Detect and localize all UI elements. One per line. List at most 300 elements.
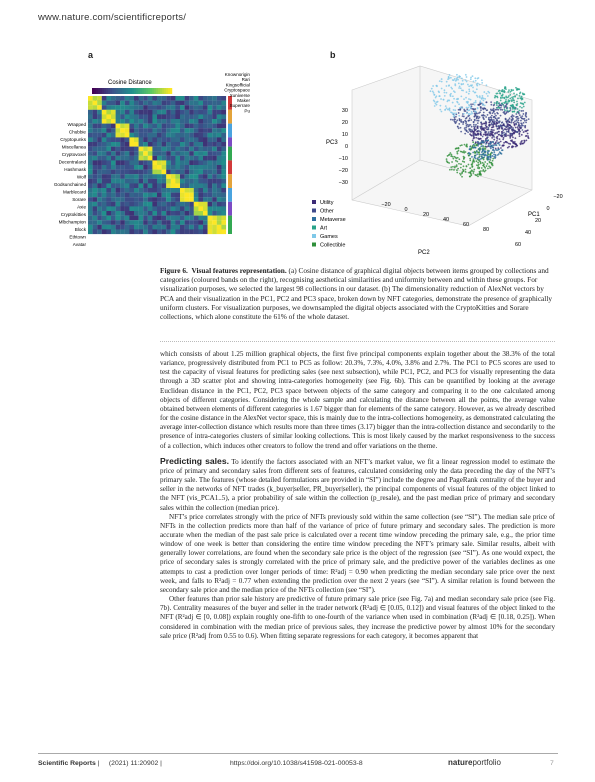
heatmap-cell [185, 156, 190, 161]
scatter-point [485, 134, 487, 136]
scatter-point [509, 117, 511, 119]
scatter-point [494, 116, 496, 118]
heatmap-cell [129, 119, 134, 124]
heatmap-cell [97, 193, 102, 198]
heatmap-cell [208, 211, 213, 216]
heatmap-cell [180, 211, 185, 216]
scatter-point [458, 82, 460, 84]
category-legend [312, 200, 346, 249]
heatmap-cell [162, 170, 167, 175]
heatmap-cell [162, 110, 167, 115]
scatter-point [519, 93, 521, 95]
heatmap-cell [120, 96, 125, 101]
scatter-point [501, 121, 503, 123]
heatmap-cell [189, 105, 194, 110]
scatter-point [519, 126, 521, 128]
heatmap-cell [139, 170, 144, 175]
heatmap-cell [175, 193, 180, 198]
heatmap-cell [208, 183, 213, 188]
heatmap-cell [116, 220, 121, 225]
scatter-point [452, 102, 454, 104]
heatmap-cell [102, 160, 107, 165]
heatmap-cell [194, 119, 199, 124]
scatter-point [518, 124, 520, 126]
heatmap-cell [194, 133, 199, 138]
heatmap-cell [88, 142, 93, 147]
heatmap-cell [88, 156, 93, 161]
heatmap-cell [152, 114, 157, 119]
heatmap-cell [111, 216, 116, 221]
heatmap-cell [148, 124, 153, 129]
heatmap-cell [111, 142, 116, 147]
scatter-point [512, 136, 514, 138]
heatmap-cell [217, 105, 222, 110]
heatmap-cell [143, 179, 148, 184]
scatter-point [441, 81, 443, 83]
row-label: Chubbie [68, 129, 86, 135]
heatmap-cell [139, 101, 144, 106]
scatter-point [485, 116, 487, 118]
heatmap-cell [143, 119, 148, 124]
heatmap-cell [129, 188, 134, 193]
scatter-point [459, 85, 461, 87]
row-label: Miscellanea [61, 144, 86, 150]
scatter-point [446, 107, 448, 109]
heatmap-cell [208, 229, 213, 234]
scatter-point [494, 113, 496, 115]
scatter-point [493, 129, 495, 131]
scatter-point [501, 109, 503, 111]
heatmap-cell [97, 220, 102, 225]
heatmap-cell [139, 225, 144, 230]
legend-swatch [312, 234, 316, 238]
heatmap-cell [208, 206, 213, 211]
scatter-point [505, 133, 507, 135]
heatmap-cell [143, 206, 148, 211]
heatmap-cell [152, 229, 157, 234]
scatter-point [482, 145, 484, 147]
heatmap-cell [208, 220, 213, 225]
heatmap-cell [134, 170, 139, 175]
heatmap-cell [120, 220, 125, 225]
heatmap-cell [157, 220, 162, 225]
scatter-point [446, 92, 448, 94]
scatter-point [480, 174, 482, 176]
heatmap-cell [180, 160, 185, 165]
heatmap-cell [157, 142, 162, 147]
category-band [228, 160, 232, 174]
heatmap-cell [166, 137, 171, 142]
heatmap-cell [221, 229, 226, 234]
heatmap-cell [162, 197, 167, 202]
heatmap-cell [88, 179, 93, 184]
heatmap-cell [175, 197, 180, 202]
heatmap-cell [208, 142, 213, 147]
colorbar-segment [100, 88, 102, 94]
heatmap-cell [208, 156, 213, 161]
scatter-point [507, 103, 509, 105]
heatmap-cell [175, 101, 180, 106]
heatmap-cell [221, 114, 226, 119]
heatmap-cell [198, 160, 203, 165]
heatmap-cell [143, 220, 148, 225]
heatmap-cell [203, 165, 208, 170]
scatter-point [481, 144, 483, 146]
scatter-point [511, 139, 513, 141]
heatmap-cell [111, 105, 116, 110]
heatmap-cell [143, 170, 148, 175]
heatmap-cell [166, 165, 171, 170]
heatmap-cell [139, 147, 144, 152]
heatmap-cell [166, 211, 171, 216]
colorbar-segment [144, 88, 146, 94]
heatmap-cell [203, 160, 208, 165]
scatter-point [496, 140, 498, 142]
legend-label: Metaverse [320, 217, 346, 223]
heatmap-cell [93, 137, 98, 142]
scatter-point [474, 77, 476, 79]
scatter-point [480, 145, 482, 147]
heatmap-cell [143, 193, 148, 198]
scatter-point [504, 86, 506, 88]
scatter-point [474, 127, 476, 129]
scatter-point [496, 138, 498, 140]
heatmap-cell [120, 179, 125, 184]
heatmap-cell [97, 110, 102, 115]
heatmap-cell [129, 211, 134, 216]
heatmap-cell [93, 188, 98, 193]
heatmap-cell [129, 179, 134, 184]
scatter-point [465, 171, 467, 173]
doi-link[interactable]: https://doi.org/10.1038/s41598-021-00053-8 [230, 760, 363, 767]
scatter-point [487, 95, 489, 97]
heatmap-cell [143, 229, 148, 234]
heatmap-cell [189, 114, 194, 119]
heatmap-cell [93, 160, 98, 165]
heatmap-cell [125, 193, 130, 198]
heatmap-cell [189, 119, 194, 124]
heatmap-cell [152, 183, 157, 188]
heatmap-cell [106, 96, 111, 101]
scatter-point [492, 121, 494, 123]
heatmap-cell [116, 110, 121, 115]
heatmap-cell [106, 188, 111, 193]
scatter-point [448, 162, 450, 164]
heatmap-cell [116, 188, 121, 193]
heatmap-cell [116, 124, 121, 129]
scatter-point [483, 159, 485, 161]
scatter-point [457, 79, 459, 81]
heatmap-cell [171, 183, 176, 188]
colorbar-segment [96, 88, 98, 94]
heatmap-cell [97, 197, 102, 202]
heatmap-cell [212, 170, 217, 175]
heatmap-cell [116, 101, 121, 106]
heatmap-cell [166, 202, 171, 207]
heatmap-cell [134, 206, 139, 211]
heatmap-cell [88, 225, 93, 230]
heatmap-cell [116, 183, 121, 188]
scatter-point [500, 109, 502, 111]
scatter-point [475, 102, 477, 104]
heatmap-cell [185, 96, 190, 101]
heatmap-cell [120, 114, 125, 119]
scatter-point [475, 124, 477, 126]
heatmap-cell [116, 114, 121, 119]
scatter-point [503, 105, 505, 107]
heatmap-cell [171, 147, 176, 152]
scatter-point [486, 84, 488, 86]
heatmap-cell [203, 119, 208, 124]
heatmap-cell [102, 133, 107, 138]
scatter-point [475, 174, 477, 176]
scatter-point [509, 97, 511, 99]
heatmap-cell [185, 110, 190, 115]
scatter-point [479, 84, 481, 86]
heatmap-cell [166, 225, 171, 230]
scatter-point [510, 107, 512, 109]
heatmap-cell [97, 114, 102, 119]
heatmap-cell [129, 165, 134, 170]
scatter-point [508, 143, 510, 145]
heatmap-cell [217, 114, 222, 119]
scatter-point [499, 138, 501, 140]
heatmap-cell [134, 105, 139, 110]
scatter-point [452, 158, 454, 160]
heatmap-cell [125, 170, 130, 175]
scatter-point [510, 105, 512, 107]
scatter-point [508, 110, 510, 112]
scatter-point [527, 133, 529, 135]
heatmap-cell [129, 156, 134, 161]
heatmap-cell [157, 124, 162, 129]
heatmap-cell [221, 188, 226, 193]
heatmap-cell [203, 110, 208, 115]
heatmap-cell [139, 110, 144, 115]
scatter-point [519, 135, 521, 137]
scatter-point [451, 161, 453, 163]
heatmap-cell [152, 133, 157, 138]
citation: (2021) 11:20902 [108, 760, 159, 767]
heatmap-cell [102, 114, 107, 119]
heatmap-cell [203, 202, 208, 207]
scatter-point [502, 97, 504, 99]
heatmap-cell [171, 110, 176, 115]
heatmap-cell [93, 151, 98, 156]
heatmap-cell [157, 170, 162, 175]
scatter-point [458, 127, 460, 129]
heatmap-cell [194, 110, 199, 115]
scatter-point [470, 134, 472, 136]
scatter-point [498, 131, 500, 133]
heatmap-cell [208, 133, 213, 138]
scatter-point [484, 105, 486, 107]
heatmap-cell [198, 124, 203, 129]
scatter-point [487, 114, 489, 116]
heatmap-cell [185, 188, 190, 193]
heatmap-cell [189, 151, 194, 156]
heatmap-cell [148, 110, 153, 115]
heatmap-cell [166, 110, 171, 115]
scatter-point [457, 153, 459, 155]
scatter-point [516, 101, 518, 103]
heatmap-cell [217, 137, 222, 142]
heatmap-cell [175, 124, 180, 129]
scatter-point [503, 137, 505, 139]
scatter-point [479, 116, 481, 118]
row-label: Ethtown [69, 234, 86, 240]
scatter-point [505, 99, 507, 101]
scatter-point [472, 146, 474, 148]
heatmap-cell [162, 119, 167, 124]
heatmap-cell [189, 128, 194, 133]
caption-title: Visual features representation. [191, 266, 287, 275]
heatmap-cell [106, 156, 111, 161]
heatmap-cell [88, 105, 93, 110]
heatmap-cell [217, 183, 222, 188]
heatmap-cell [166, 119, 171, 124]
heatmap-cell [116, 225, 121, 230]
row-label: Avatar [72, 242, 86, 247]
scatter-point [473, 81, 475, 83]
heatmap-cell [198, 183, 203, 188]
panel-b-label: b [330, 50, 336, 60]
heatmap-cell [120, 229, 125, 234]
heatmap-cell [152, 119, 157, 124]
heatmap-cell [129, 114, 134, 119]
row-label: Axie [77, 204, 86, 210]
heatmap-cell [148, 193, 153, 198]
heatmap-cell [120, 225, 125, 230]
heatmap-cell [157, 206, 162, 211]
scatter-point [484, 161, 486, 163]
scatter-point [475, 80, 477, 82]
scatter-point [455, 112, 457, 114]
heatmap-cell [97, 165, 102, 170]
heatmap-cell [175, 165, 180, 170]
heatmap-cell [97, 133, 102, 138]
heatmap-cell [106, 110, 111, 115]
scatter-point [472, 141, 474, 143]
heatmap-cell [180, 147, 185, 152]
scatter-point [458, 123, 460, 125]
scatter-point [505, 101, 507, 103]
scatter-point [525, 139, 527, 141]
scatter-point [460, 163, 462, 165]
heatmap-cell [125, 229, 130, 234]
scatter-point [511, 100, 513, 102]
scatter-point [509, 133, 511, 135]
scatter-point [477, 122, 479, 124]
row-label: Cryptovoxel [61, 152, 86, 157]
heatmap-cell [180, 193, 185, 198]
scatter-point [470, 99, 472, 101]
heatmap-cell [111, 137, 116, 142]
scatter-point [454, 118, 456, 120]
heatmap-cell [175, 96, 180, 101]
scatter-point [501, 149, 503, 151]
heatmap-cell [162, 128, 167, 133]
heatmap-cell [166, 160, 171, 165]
row-label: Cryptokitties [60, 212, 86, 217]
scatter-point [457, 98, 459, 100]
scatter-point [469, 158, 471, 160]
heatmap-cell [208, 110, 213, 115]
scatter-point [468, 88, 470, 90]
heatmap-cell [111, 147, 116, 152]
heatmap-cell [152, 105, 157, 110]
scatter-point [503, 144, 505, 146]
heatmap-cell [194, 174, 199, 179]
heatmap-cell [152, 170, 157, 175]
heatmap-cell [208, 225, 213, 230]
scatter-point [521, 110, 523, 112]
heatmap-cell [97, 105, 102, 110]
heatmap-cell [88, 114, 93, 119]
heatmap-cell [134, 229, 139, 234]
heatmap-cell [102, 202, 107, 207]
y-tick: 40 [524, 230, 532, 236]
heatmap-cell [157, 216, 162, 221]
heatmap-cell [194, 128, 199, 133]
heatmap-cell [111, 133, 116, 138]
heatmap-cell [143, 202, 148, 207]
heatmap-cell [157, 225, 162, 230]
heatmap-cell [148, 142, 153, 147]
heatmap-cell [217, 101, 222, 106]
scatter-point [481, 151, 483, 153]
scatter-point [498, 103, 500, 105]
scatter-point [508, 121, 510, 123]
heatmap-cell [217, 170, 222, 175]
pc3-axis-label: PC3 [326, 140, 338, 146]
heatmap-cell [139, 160, 144, 165]
heatmap-cell [217, 211, 222, 216]
scatter-point [450, 111, 452, 113]
scatter-point [470, 107, 472, 109]
heatmap-cell [139, 206, 144, 211]
heatmap-cell [125, 179, 130, 184]
heatmap-cell [139, 211, 144, 216]
scatter-point [513, 101, 515, 103]
heatmap-cell [198, 105, 203, 110]
heatmap-cell [116, 202, 121, 207]
heatmap-cell [221, 151, 226, 156]
heatmap-cell [175, 151, 180, 156]
heatmap-cell [194, 114, 199, 119]
heatmap-cell [203, 170, 208, 175]
heatmap-cell [143, 183, 148, 188]
legend-label: Art [320, 225, 328, 232]
scatter-point [526, 130, 528, 132]
colorbar-segment [110, 88, 112, 94]
scatter-point [463, 165, 465, 167]
scatter-point [490, 141, 492, 143]
heatmap-cell [134, 114, 139, 119]
scatter-point [478, 154, 480, 156]
heatmap-cell [129, 225, 134, 230]
scatter-point [516, 105, 518, 107]
heatmap-cell [111, 96, 116, 101]
heatmap-cell [120, 105, 125, 110]
scatter-point [450, 154, 452, 156]
scatter-point [459, 145, 461, 147]
heatmap-cell [198, 101, 203, 106]
scatter-point [508, 89, 510, 91]
scatter-point [476, 160, 478, 162]
heatmap-cell [157, 197, 162, 202]
heatmap-cell [221, 183, 226, 188]
